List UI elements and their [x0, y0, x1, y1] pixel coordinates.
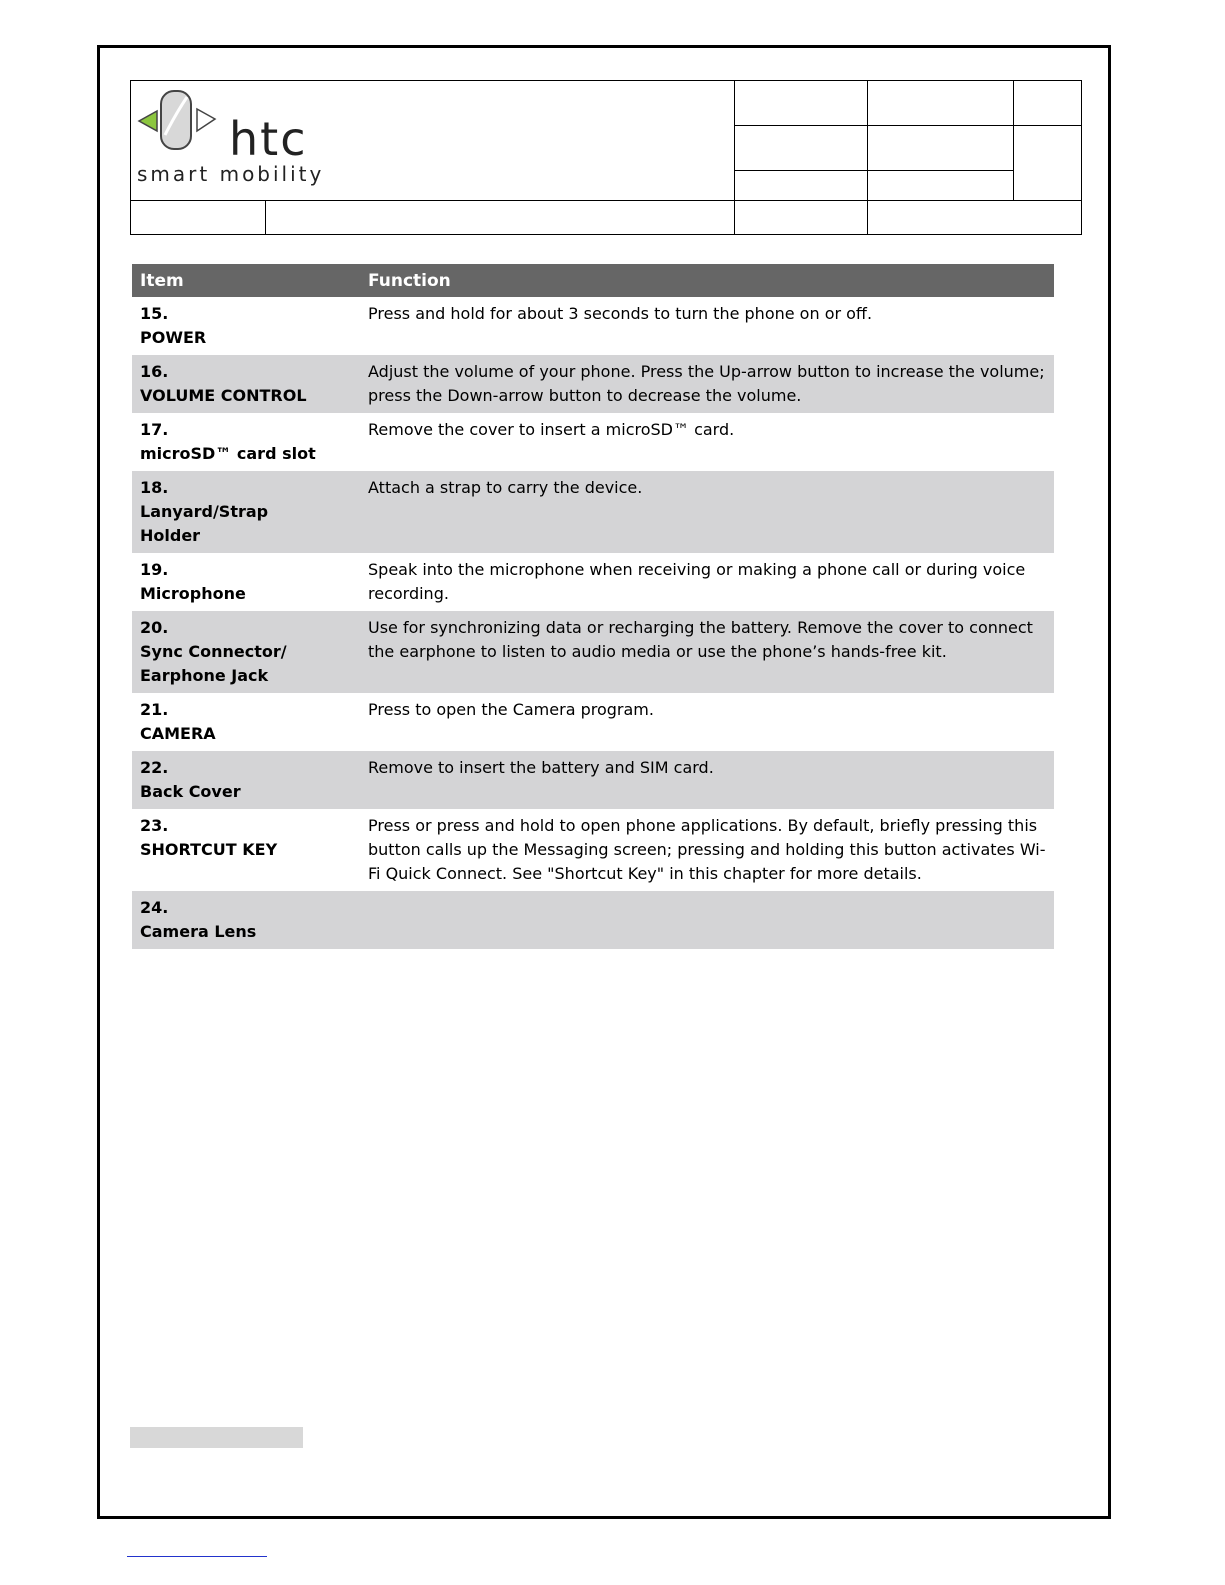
header-cell — [1014, 126, 1082, 201]
function-cell: Remove the cover to insert a microSD™ card. — [368, 420, 735, 439]
item-name: VOLUME CONTROL — [140, 386, 307, 405]
header-cell — [1014, 81, 1082, 126]
function-cell: Press and hold for about 3 seconds to turn the phone on or off. — [368, 304, 873, 323]
item-cell — [132, 297, 360, 355]
item-name: Sync Connector/ Earphone Jack — [140, 642, 287, 685]
item-cell — [132, 553, 360, 611]
header-cell — [735, 201, 868, 235]
function-cell: Speak into the microphone when receiving or making a phone call or during voice recording. — [368, 560, 1026, 603]
footer-link-underline — [127, 1556, 267, 1557]
item-number: 21. — [140, 700, 169, 719]
header-cell — [266, 201, 735, 235]
function-cell: Attach a strap to carry the device. — [360, 471, 1054, 553]
item-name: Microphone — [140, 584, 246, 603]
item-cell — [132, 471, 360, 553]
table-row — [132, 809, 1054, 891]
function-cell — [360, 891, 1054, 949]
item-name: Back Cover — [140, 782, 241, 801]
table-row — [132, 611, 1054, 693]
item-name: SHORTCUT KEY — [140, 840, 278, 859]
table-row — [132, 471, 1054, 553]
footer-bar — [130, 1427, 303, 1448]
table-row — [132, 693, 1054, 751]
logo-cell — [131, 81, 735, 201]
htc-logo — [135, 85, 347, 193]
item-number: 20. — [140, 618, 169, 637]
item-cell — [132, 693, 360, 751]
function-table — [132, 264, 1054, 949]
table-row — [132, 297, 1054, 355]
item-name: POWER — [140, 328, 207, 347]
function-cell: Use for synchronizing data or recharging the battery. Remove the cover to connect the earphone to listen to audio media or use the phone’s hands-free kit. — [360, 611, 1054, 693]
item-cell — [132, 751, 360, 809]
document-header — [130, 80, 1082, 235]
item-cell — [132, 809, 360, 891]
header-cell — [735, 126, 868, 171]
header-cell — [131, 201, 266, 235]
table-row — [132, 413, 1054, 471]
header-cell — [868, 201, 1082, 235]
header-cell — [735, 81, 868, 126]
item-column-header: Item — [132, 264, 360, 297]
header-cell — [868, 81, 1014, 126]
item-name: Camera Lens — [140, 922, 257, 941]
function-cell: Remove to insert the battery and SIM card. — [360, 751, 1054, 809]
item-number: 19. — [140, 560, 169, 579]
item-name: microSD™ card slot — [140, 444, 316, 463]
table-header-row — [132, 264, 1054, 297]
item-cell — [132, 413, 360, 471]
item-cell — [132, 611, 360, 693]
table-row — [132, 553, 1054, 611]
item-name: Lanyard/Strap Holder — [140, 502, 269, 545]
function-column-header: Function — [360, 264, 1054, 297]
item-number: 23. — [140, 816, 169, 835]
tagline-text: smart mobility — [137, 162, 325, 186]
function-cell: Press or press and hold to open phone applications. By default, briefly pressing this button calls up the Messaging screen; pressing and holding this button activates Wi-Fi Quick Connect. See "Shortcut Key" in this chapter for more details. — [368, 816, 1046, 883]
table-row — [132, 891, 1054, 949]
header-cell — [868, 126, 1014, 171]
item-number: 16. — [140, 362, 169, 381]
function-cell: Press to open the Camera program. — [368, 700, 654, 719]
header-cell — [868, 171, 1014, 201]
item-number: 15. — [140, 304, 169, 323]
item-cell — [132, 355, 360, 413]
item-number: 22. — [140, 758, 169, 777]
item-name: CAMERA — [140, 724, 216, 743]
item-number: 24. — [140, 898, 169, 917]
item-number: 17. — [140, 420, 169, 439]
item-number: 18. — [140, 478, 169, 497]
function-cell: Adjust the volume of your phone. Press the Up-arrow button to increase the volume; press the Down-arrow button to decrease the volume. — [360, 355, 1054, 413]
table-row — [132, 751, 1054, 809]
brand-text: htc — [229, 112, 308, 166]
item-cell — [132, 891, 360, 949]
table-row — [132, 355, 1054, 413]
header-cell — [735, 171, 868, 201]
